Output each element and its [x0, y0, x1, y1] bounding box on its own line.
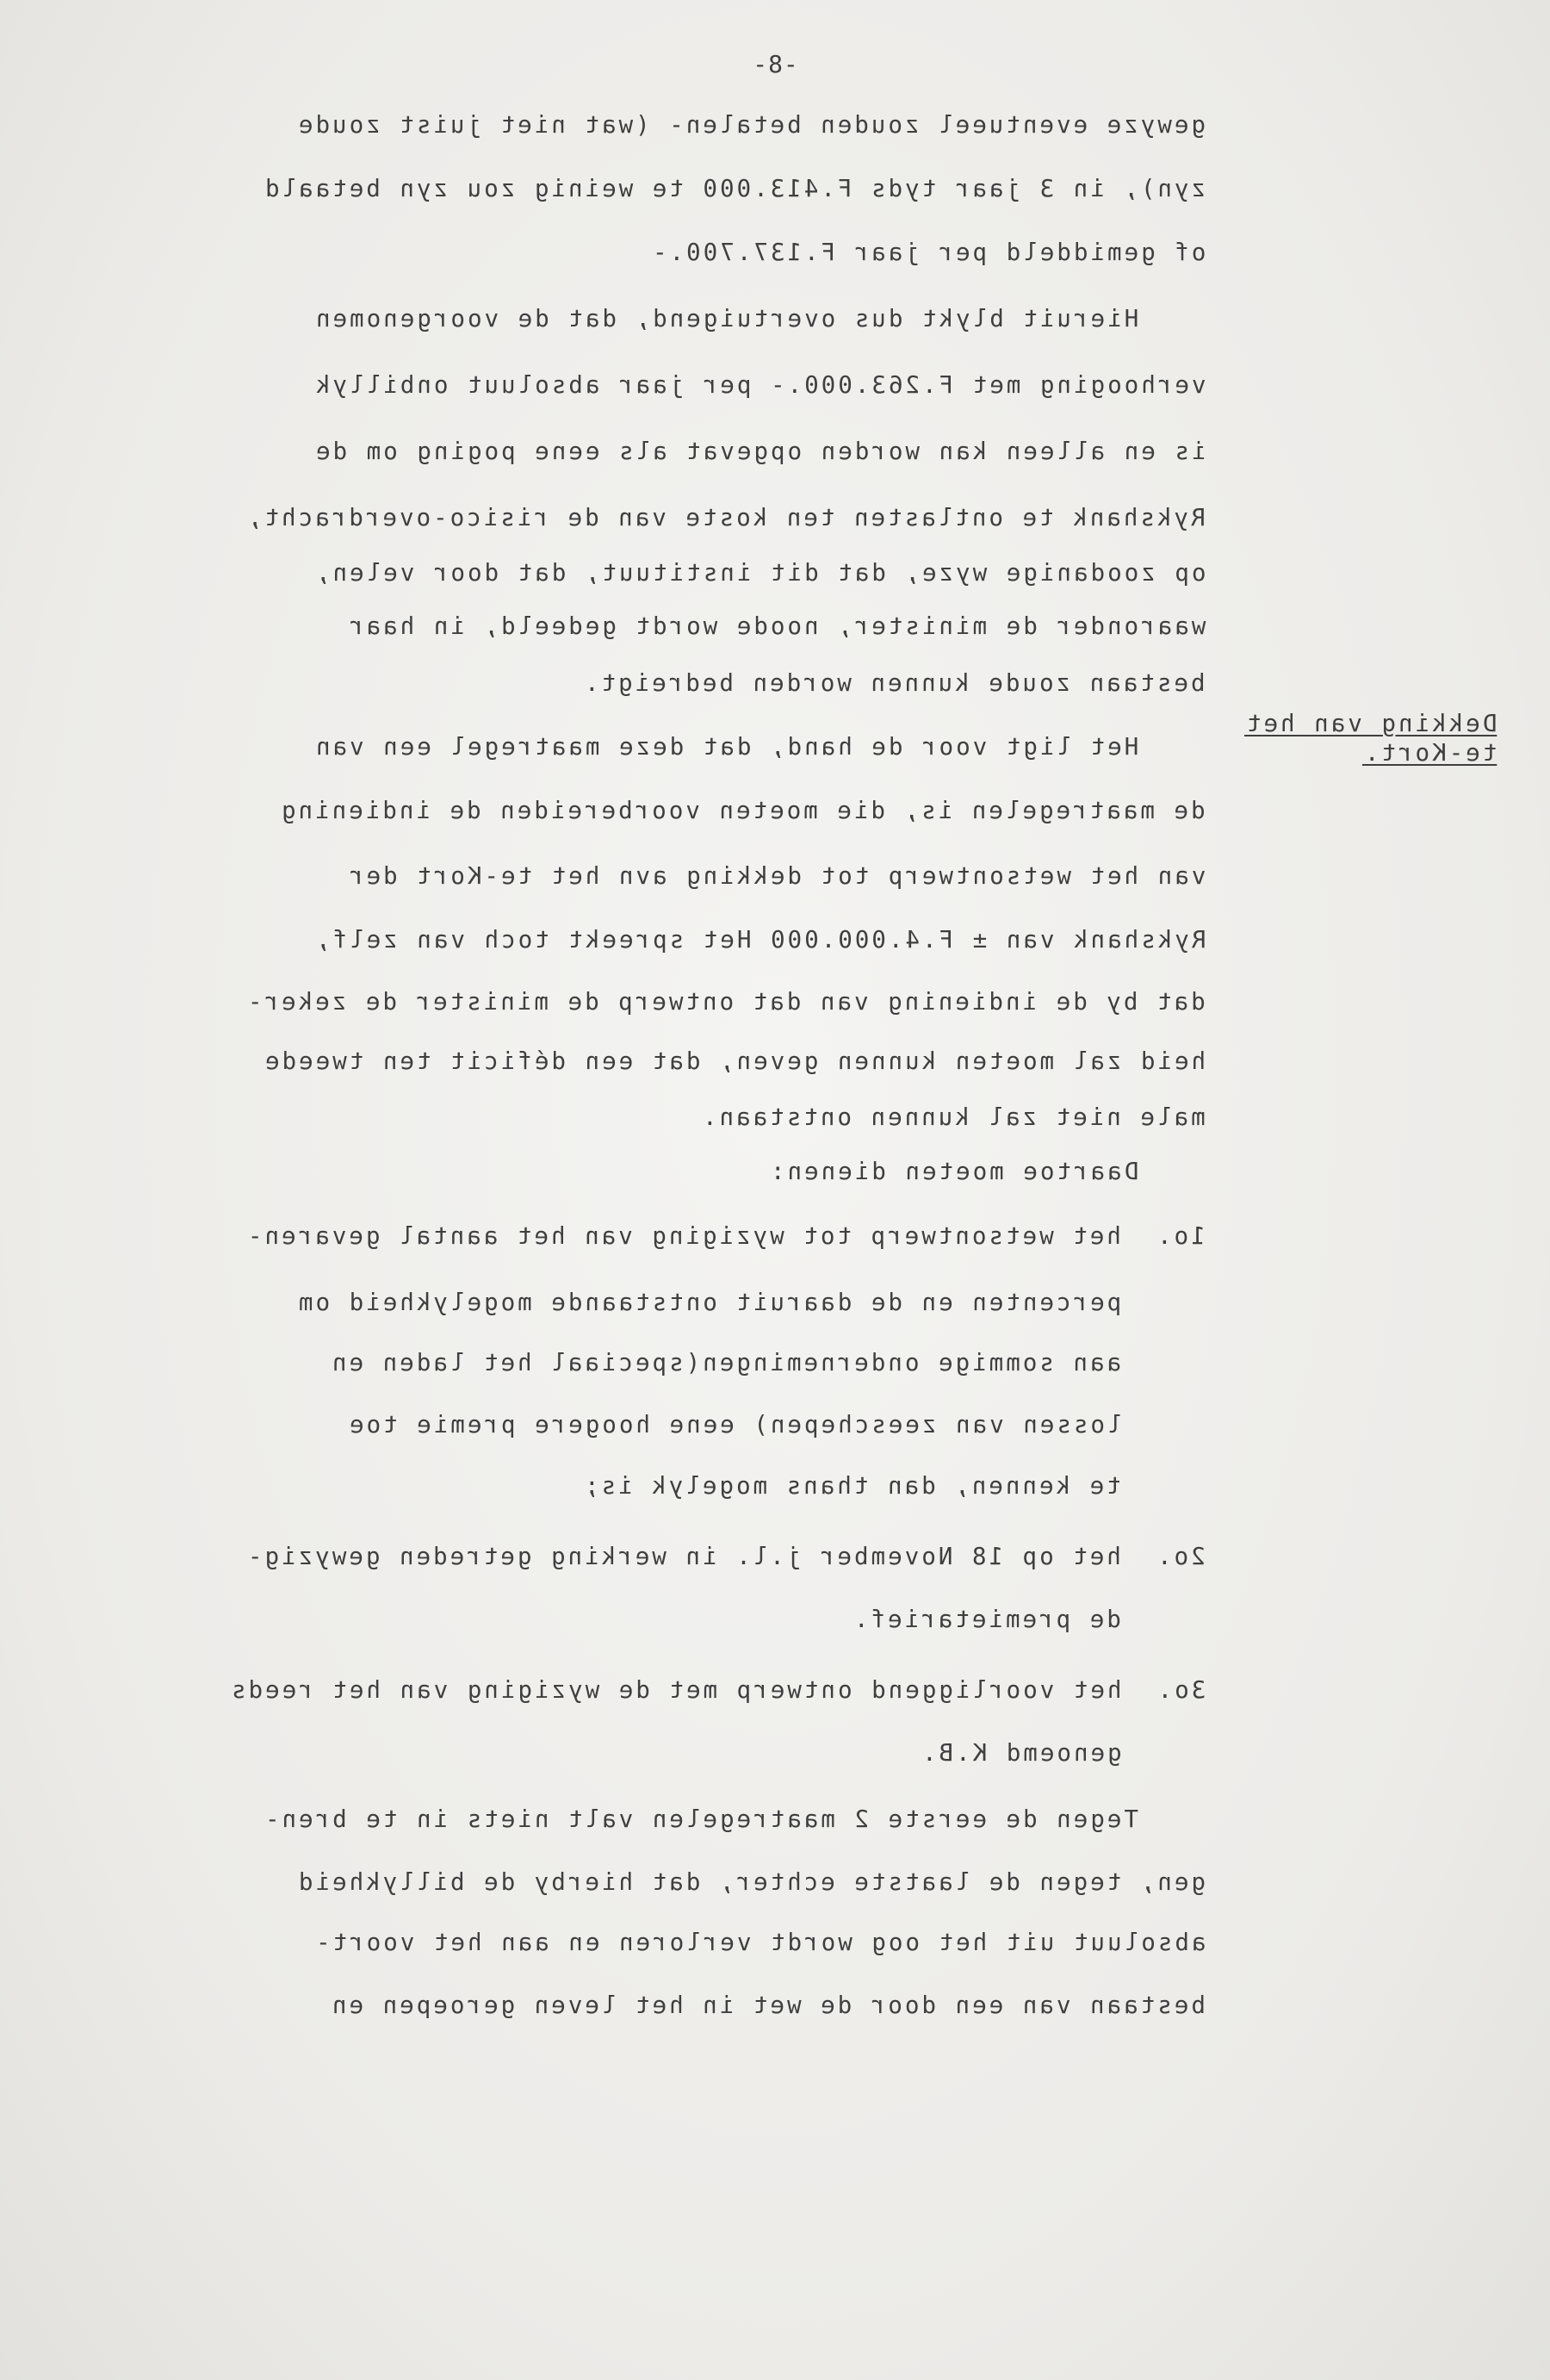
text-line: Tegen de eerste 2 maatregelen valt niets in te bren-	[262, 1805, 1206, 1833]
text-line: gen, tegen de laatste echter, dat hierby de billykheid	[295, 1868, 1206, 1896]
text-line: dat by de indiening van dat ontwerp de minister de zeker-	[245, 988, 1206, 1016]
text-line: percenten en de daaruit ontstaande mogelykheid om	[295, 1289, 1206, 1316]
text-line: Hieruit blykt dus overtuigend, dat de voorgenomen	[313, 305, 1206, 332]
text-line: van het wetsontwerp tot dekking avn het te-Kort der	[346, 862, 1206, 890]
margin-note-line-2: te-Kort.	[1361, 739, 1497, 767]
text-line: is en alleen kan worden opgevat als eene poging om de	[313, 438, 1206, 465]
text-line: Het ligt voor de hand, dat deze maatregel een van	[313, 733, 1206, 761]
text-line: genoemd K.B.	[919, 1739, 1206, 1767]
text-line: op zoodanige wyze, dat dit instituut, dat door velen,	[313, 559, 1206, 587]
text-line: of gemiddeld per jaar F.137.700.-	[649, 239, 1206, 266]
text-line: 3o. het voorliggend ontwerp met de wyziging van het reeds	[228, 1676, 1206, 1704]
text-line: lossen van zeeschepen) eene hoogere premie toe	[346, 1411, 1206, 1439]
page-number	[723, 50, 827, 78]
text-line: Daartoe moeten dienen:	[767, 1158, 1206, 1185]
text-line: te kennen, dan thans mogelyk is;	[582, 1472, 1206, 1500]
margin-note	[1244, 709, 1497, 767]
text-line: gewyze eventueel zouden betalen- (wat niet juist zoude	[295, 111, 1206, 139]
text-line: zyn), in 3 jaar tyds F.413.000 te weinig zou zyn betaald	[262, 175, 1206, 202]
text-line: bestaan van een door de wet in het leven geroepen en	[330, 1992, 1206, 2019]
text-line: de maatregelen is, die moeten voorbereiden de indiening	[279, 797, 1206, 824]
text-line: aan sommige ondernemingen(speciaal het laden en	[330, 1349, 1206, 1376]
text-line: Rykshank te ontlasten ten koste van de risico-overdracht,	[245, 504, 1206, 531]
margin-note-line-1: Dekking van het	[1244, 710, 1497, 737]
text-line: absoluut uit het oog wordt verloren en aan het voort-	[313, 1929, 1206, 1956]
text-line: Rykshank van ± F.4.000.000 Het spreekt toch van zelf,	[313, 926, 1206, 954]
text-line: bestaan zoude kunnen worden bedreigt.	[582, 669, 1206, 697]
page-number-text: -8-	[752, 50, 798, 78]
text-line: heid zal moeten kunnen geven, dat een déficit ten tweede	[262, 1047, 1206, 1075]
text-line: verhooging met F.263.000.- per jaar absoluut onbillyk	[313, 371, 1206, 399]
text-line: waaronder de minister, noode wordt gedeeld, in haar	[346, 612, 1206, 640]
text-line: male niet zal kunnen ontstaan.	[700, 1103, 1206, 1131]
text-line: de premietarief.	[852, 1606, 1206, 1633]
text-line: 2o. het op 18 November j.l. in werking getreden gewyzig-	[245, 1543, 1206, 1570]
text-line: 1o. het wetsontwerp tot wyziging van het aantal gevaren-	[245, 1222, 1206, 1250]
